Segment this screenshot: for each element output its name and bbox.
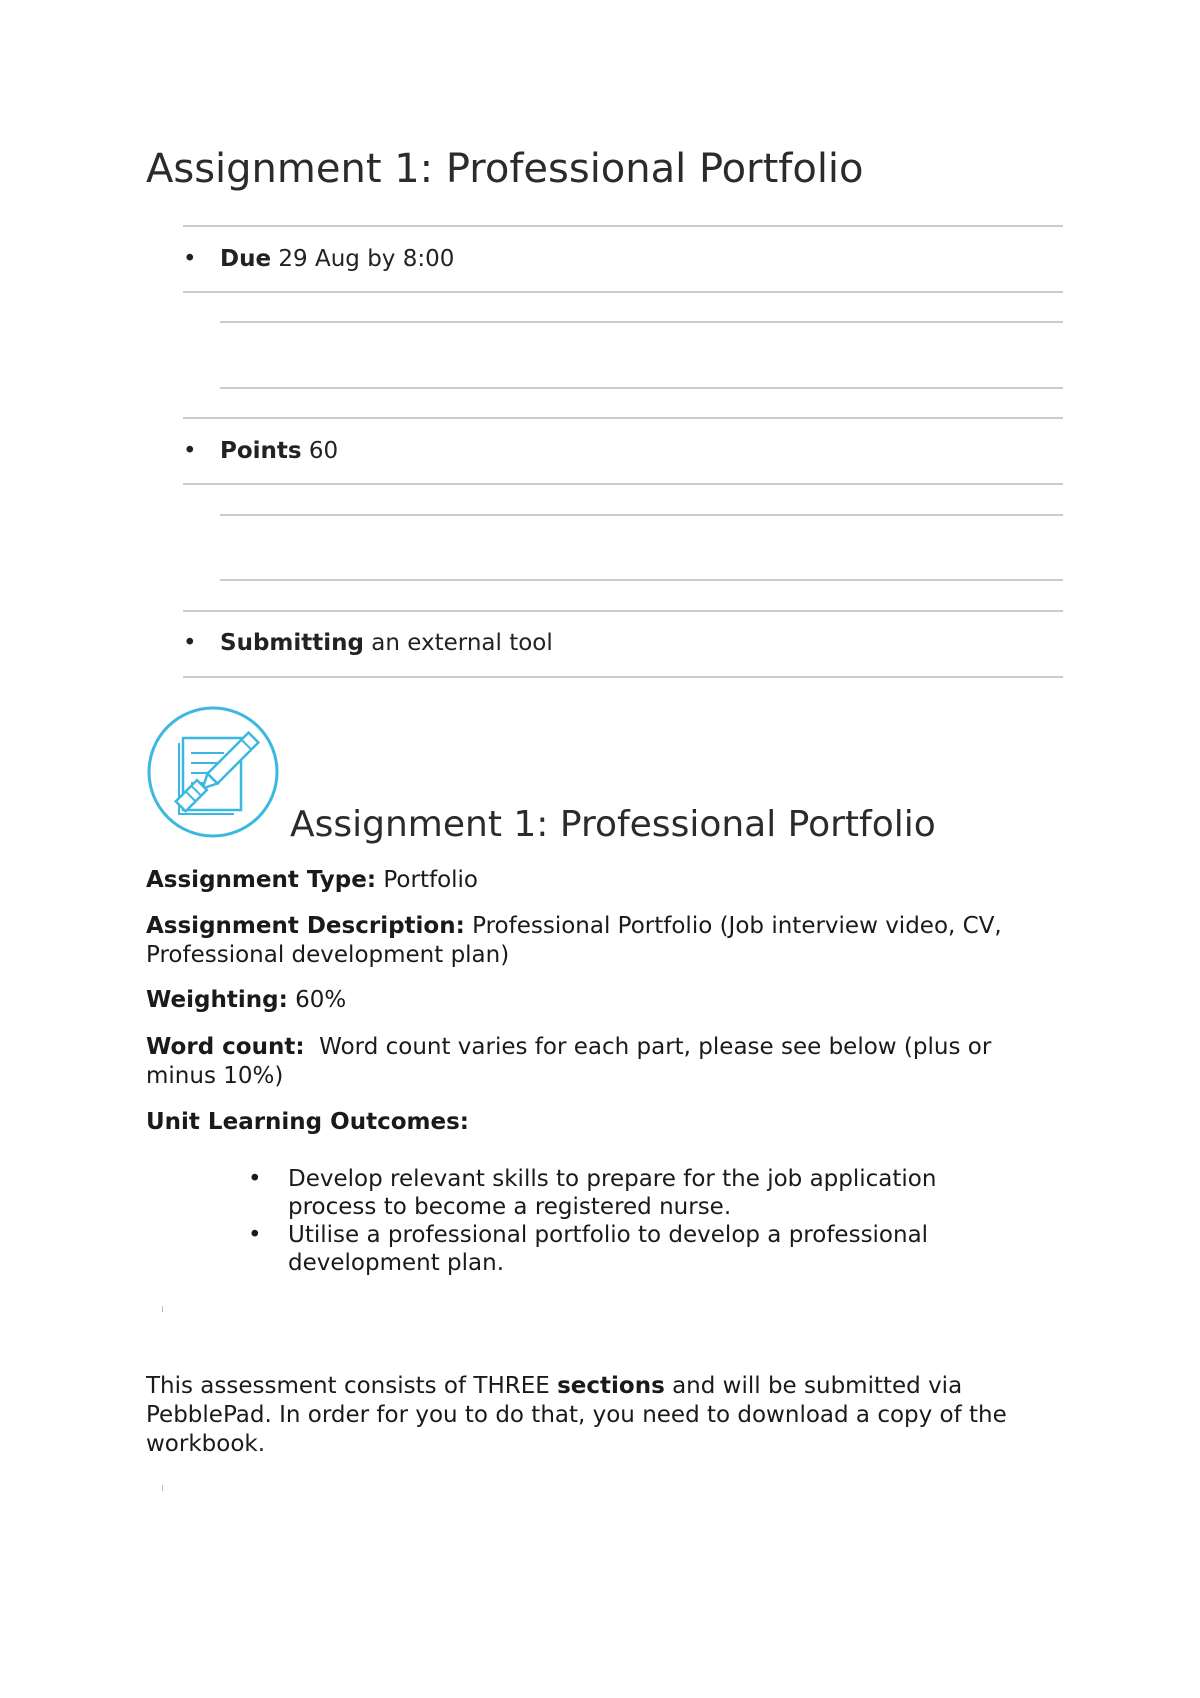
bullet: • xyxy=(183,438,197,464)
divider xyxy=(220,387,1063,389)
bullet: • xyxy=(248,1166,262,1192)
bullet: • xyxy=(183,246,197,272)
outcomes-heading xyxy=(146,1108,1066,1137)
assessment-text-bold: sections xyxy=(557,1373,665,1399)
list-item xyxy=(248,1221,1008,1277)
divider xyxy=(183,610,1063,612)
assignment-type-value: Portfolio xyxy=(383,867,478,893)
assignment-type-label: Assignment Type: xyxy=(146,867,377,893)
due-label: Due xyxy=(220,246,272,272)
weighting-value: 60% xyxy=(295,987,347,1013)
outcome-text: Develop relevant skills to prepare for the job application process to become a registered nurse. xyxy=(288,1166,937,1220)
word-count-label: Word count: xyxy=(146,1034,305,1060)
divider xyxy=(162,1306,163,1312)
divider xyxy=(183,676,1063,678)
section-title: Assignment 1: Professional Portfolio xyxy=(290,804,936,845)
divider xyxy=(183,417,1063,419)
points-value: 60 xyxy=(308,438,339,464)
assignment-type xyxy=(146,866,1066,895)
word-count xyxy=(146,1033,1066,1091)
outcomes-list xyxy=(248,1165,1008,1277)
outcomes-label: Unit Learning Outcomes: xyxy=(146,1109,469,1135)
assessment-text-end: and will be submitted via PebblePad. In order for you to do that, you need to download a copy of the workbook. xyxy=(146,1373,1007,1457)
assignment-description-label: Assignment Description: xyxy=(146,913,465,939)
page-title: Assignment 1: Professional Portfolio xyxy=(146,146,864,192)
divider xyxy=(220,579,1063,581)
divider xyxy=(183,225,1063,227)
assessment-text-start: This assessment consists of THREE xyxy=(146,1373,558,1399)
list-item xyxy=(248,1165,1008,1221)
points-label: Points xyxy=(220,438,302,464)
divider xyxy=(220,514,1063,516)
weighting-label: Weighting: xyxy=(146,987,288,1013)
bullet: • xyxy=(248,1222,262,1248)
outcome-text: Utilise a professional portfolio to develop a professional development plan. xyxy=(288,1222,929,1276)
divider xyxy=(183,291,1063,293)
due-value: 29 Aug by 8:00 xyxy=(278,246,455,272)
divider xyxy=(183,483,1063,485)
assignment-description-value: Professional Portfolio (Job interview video, CV, Professional development plan) xyxy=(146,913,1002,968)
submitting-label: Submitting xyxy=(220,630,364,656)
word-count-value: Word count varies for each part, please see below (plus or minus 10%) xyxy=(146,1034,992,1089)
assignment-description xyxy=(146,912,1066,970)
assessment-paragraph xyxy=(146,1372,1066,1459)
divider xyxy=(162,1485,163,1491)
bullet: • xyxy=(183,630,197,656)
submitting-value: an external tool xyxy=(371,630,553,656)
divider xyxy=(220,321,1063,323)
weighting xyxy=(146,986,1066,1015)
document-with-pencil-icon xyxy=(146,705,280,839)
